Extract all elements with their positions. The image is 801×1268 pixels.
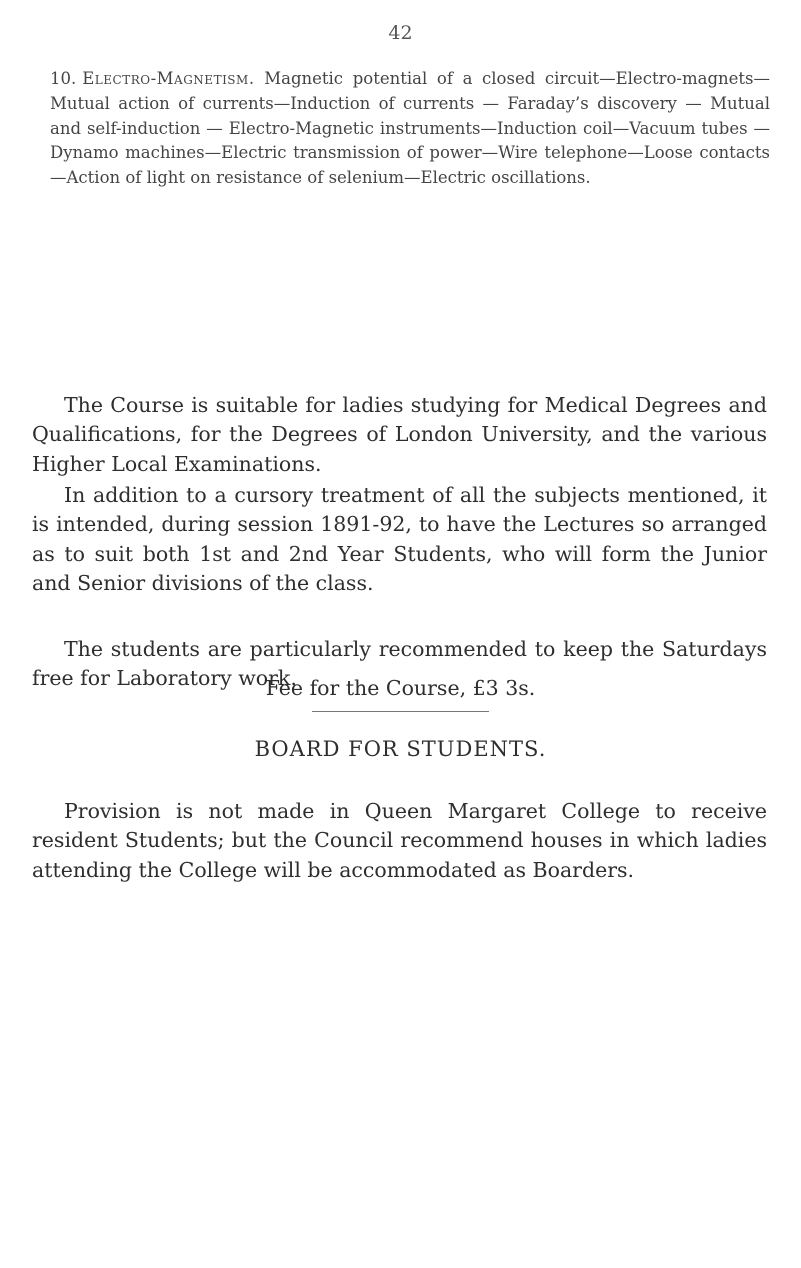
course-arrangement-paragraph: In addition to a cursory treatment of all the subjects mentioned, it is intended, during session 1891-92, to have the Lectures so arranged as to suit both 1st and 2nd Year Students, who will form the Junior and Senior divisions of the class.	[32, 482, 767, 595]
laboratory-recommendation-paragraph: The students are particularly recommended to keep the Saturdays free for Laboratory work.	[32, 636, 767, 690]
board-section-heading: BOARD FOR STUDENTS.	[254, 737, 547, 761]
syllabus-item-number: 10.	[50, 69, 77, 88]
syllabus-item-text: Magnetic potential of a closed circuit—Electro-magnets—Mutual action of currents—Induction of currents — Faraday’s discovery — Mutual and self-induction — Electro-Magnetic instruments—Induction coil—Vacuum tubes —Dynamo machines—Electric transmission of power—Wire telephone—Loose contacts—Action of light on resistance of selenium—Electric oscillations.	[50, 69, 771, 188]
syllabus-item-heading: Electro-Magnetism.	[82, 69, 255, 88]
board-paragraph: Provision is not made in Queen Margaret College to receive resident Students; but the Council recommend houses in which ladies attending the College will be accommodated as Boarders.	[32, 798, 767, 882]
course-fee: Fee for the Course, £3 3s.	[265, 676, 536, 700]
syllabus-item-10	[50, 67, 770, 191]
section-divider	[312, 711, 489, 712]
page-number: 42	[388, 22, 413, 44]
course-suitability-paragraph: The Course is suitable for ladies studying for Medical Degrees and Qualifications, for the Degrees of London University, and the various Higher Local Examinations.	[32, 392, 767, 476]
